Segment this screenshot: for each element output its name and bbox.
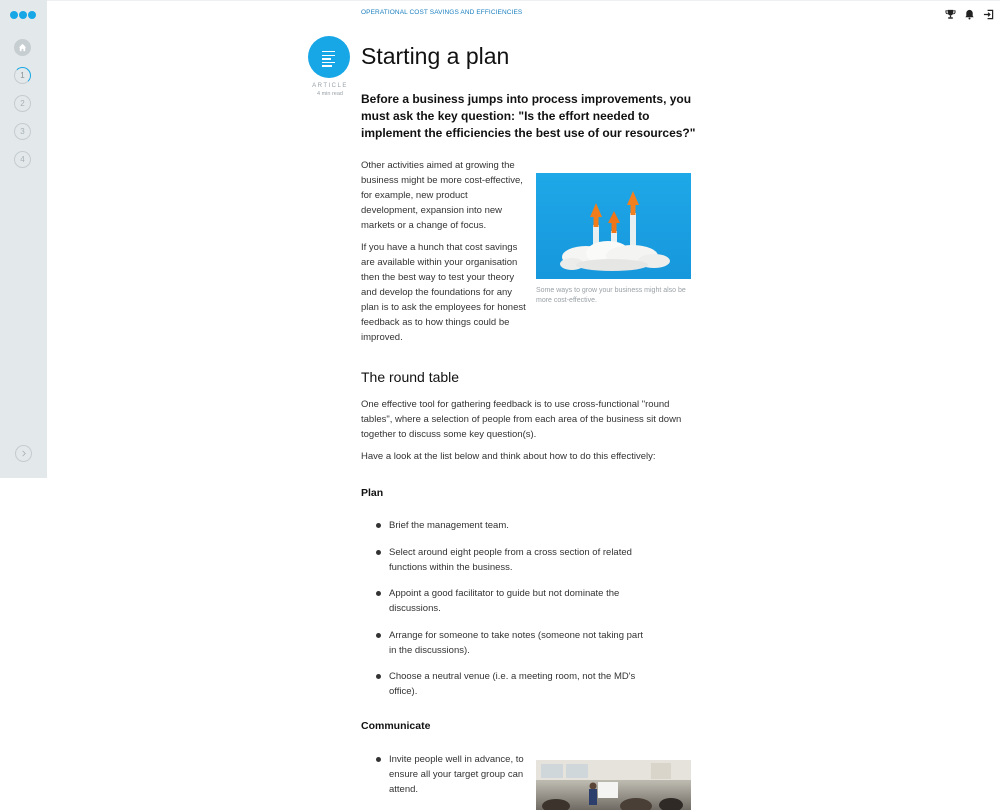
meeting-image [536,760,691,810]
intro-text [361,158,526,352]
step-4-button[interactable] [14,151,31,168]
subheading-plan: Plan [361,487,384,499]
body-paragraph: One effective tool for gathering feedback is to use cross-functional "round tables", where a selection of people from each area of the business sit down together to discuss some key question(s). [361,399,682,440]
home-icon[interactable] [14,39,31,56]
section-heading-round-table: The round table [361,369,460,385]
rocket-figure [536,173,691,306]
page-title: Starting a plan [361,43,510,69]
logo-icon[interactable] [10,11,36,19]
trophy-icon[interactable] [945,7,956,25]
list-item: Appoint a good facilitator to guide but not dominate the discussions. [376,586,646,616]
step-1-button[interactable] [14,67,31,84]
round-table-text [361,397,696,471]
sidebar [0,0,47,478]
list-item: Invite people well in advance, to ensure all your target group can attend. [376,752,526,797]
intro-paragraph: If you have a hunch that cost savings are available within your organisation then the best way to test your theory and develop the foundations for any plan is to ask the employees for honest feedback as to how things could be improved. [361,242,526,343]
expand-sidebar-button[interactable] [15,445,32,462]
subheading-communicate: Communicate [361,720,431,732]
step-label: 4 [20,155,25,164]
step-label: 3 [20,127,25,136]
logout-icon[interactable] [983,7,994,25]
content-type-label: ARTICLE [312,83,348,89]
list-item: Brief the management team. [376,518,646,533]
breadcrumb[interactable]: OPERATIONAL COST SAVINGS AND EFFICIENCIES [361,9,523,16]
rocket-image [536,173,691,279]
step-3-button[interactable] [14,123,31,140]
article-icon [308,36,350,78]
header-actions [945,7,994,25]
step-label: 1 [20,71,25,80]
step-label: 2 [20,99,25,108]
list-item: Select around eight people from a cross section of related functions within the business. [376,545,646,575]
intro-paragraph: Other activities aimed at growing the business might be more cost-effective, for example, new product development, expansion into new markets or a change of focus. [361,160,523,231]
step-2-button[interactable] [14,95,31,112]
list-item: Arrange for someone to take notes (someone not taking part in the discussions). [376,628,646,658]
body-paragraph: Have a look at the list below and think about how to do this effectively: [361,451,656,462]
list-item: Choose a neutral venue (i.e. a meeting room, not the MD's office). [376,669,646,699]
plan-list [376,518,646,711]
communicate-list [376,752,526,809]
figure-caption: Some ways to grow your business might also be more cost-effective. [536,287,686,304]
top-divider [47,0,1000,1]
read-time-label: 4 min read [317,91,343,97]
bell-icon[interactable] [964,7,975,25]
chevron-right-icon [20,450,27,457]
lead-paragraph: Before a business jumps into process improvements, you must ask the key question: "Is the effort needed to implement the efficiencies the best use of our resources?" [361,92,696,140]
